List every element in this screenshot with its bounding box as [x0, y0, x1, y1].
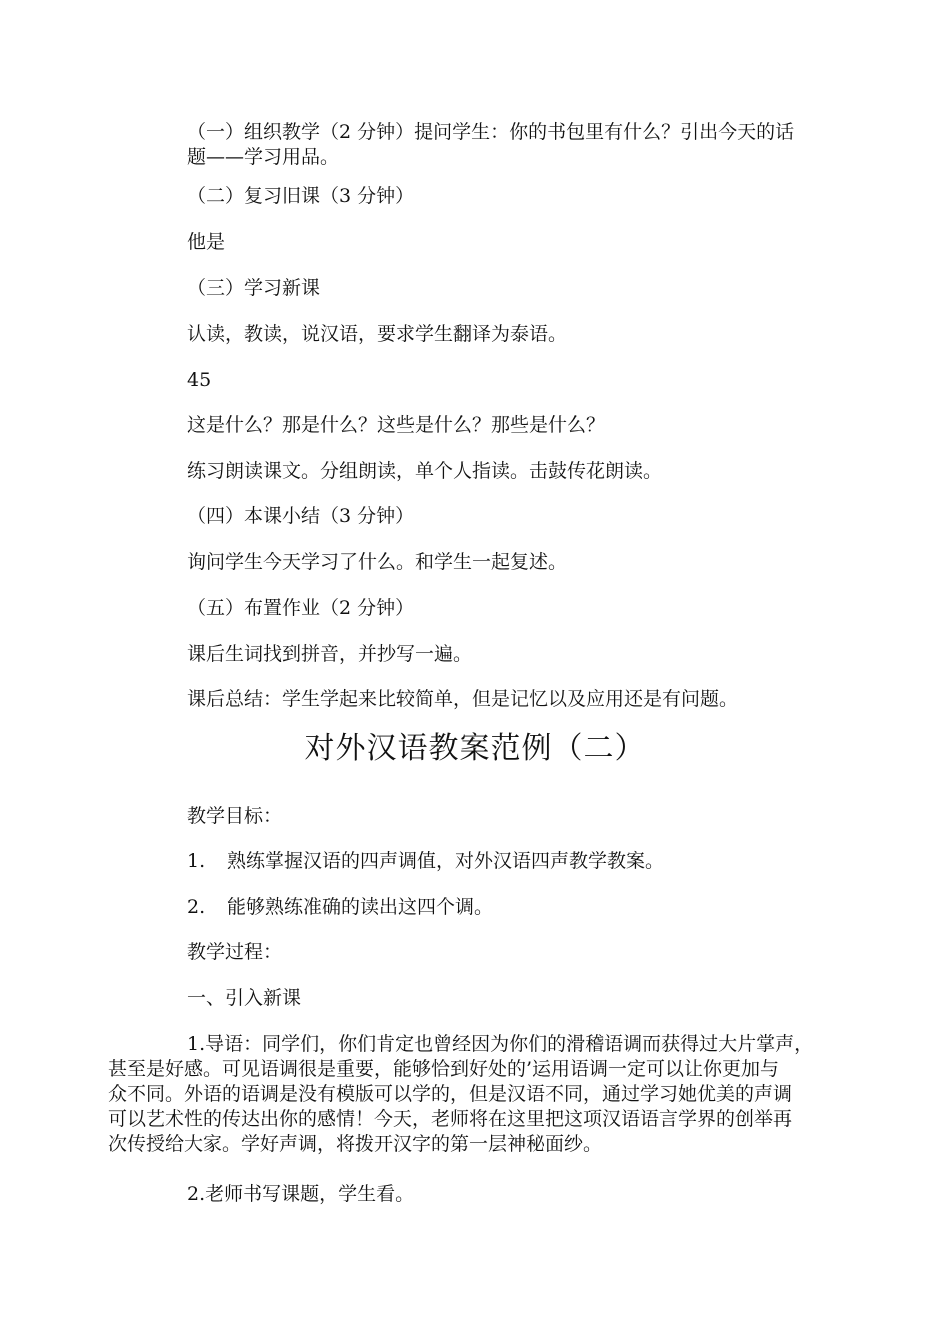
- number-45: 45: [187, 369, 212, 391]
- objective-item-1: [187, 850, 664, 873]
- review-heading: （二）复习旧课（3 分钟）: [187, 185, 415, 207]
- intro-paragraph: [108, 1032, 844, 1157]
- organize-line-1: （一）组织教学（2 分钟）提问学生：你的书包里有什么？引出今天的话: [187, 121, 795, 143]
- intro-line-2: 甚至是好感。可见语调很是重要，能够恰到好处的’运用语调一定可以让你更加与: [108, 1058, 780, 1080]
- review-content: 他是: [187, 231, 226, 253]
- intro-line-5: 次传授给大家。学好声调，将拨开汉字的第一层神秘面纱。: [108, 1133, 603, 1155]
- intro-line-1: 1.导语：同学们，你们肯定也曾经因为你们的滑稽语调而获得过大片掌声，: [187, 1033, 814, 1055]
- objective-text: 熟练掌握汉语的四声调值，对外汉语四声教学教案。: [227, 850, 665, 872]
- objective-item-2: [187, 896, 493, 919]
- questions-line: 这是什么？那是什么？这些是什么？那些是什么？: [187, 414, 606, 436]
- new-lesson-content: 认读，教读，说汉语，要求学生翻译为泰语。: [187, 323, 568, 345]
- intro-line-4: 可以艺术性的传达出你的感情！今天，老师将在这里把这项汉语语言学界的创举再: [108, 1108, 793, 1130]
- reflection-line: 课后总结：学生学起来比较简单，但是记忆以及应用还是有问题。: [187, 688, 739, 710]
- objective-number: 1.: [187, 850, 206, 872]
- section1-heading: 一、引入新课: [187, 987, 302, 1009]
- step2-line: 2.老师书写课题，学生看。: [187, 1183, 415, 1205]
- section-title: 对外汉语教案范例（二）: [304, 731, 646, 766]
- summary-heading: （四）本课小结（3 分钟）: [187, 505, 415, 527]
- homework-heading: （五）布置作业（2 分钟）: [187, 597, 415, 619]
- summary-content: 询问学生今天学习了什么。和学生一起复述。: [187, 551, 568, 573]
- organize-paragraph: [108, 120, 844, 170]
- objective-number: 2.: [187, 896, 206, 918]
- intro-line-3: 众不同。外语的语调是没有模版可以学的，但是汉语不同，通过学习她优美的声调: [108, 1083, 793, 1105]
- practice-line: 练习朗读课文。分组朗读，单个人指读。击鼓传花朗读。: [187, 460, 663, 482]
- homework-content: 课后生词找到拼音，并抄写一遍。: [187, 643, 473, 665]
- objectives-label: 教学目标：: [187, 805, 283, 827]
- process-label: 教学过程：: [187, 941, 283, 963]
- objective-text: 能够熟练准确的读出这四个调。: [227, 896, 494, 918]
- new-lesson-heading: （三）学习新课: [187, 277, 321, 299]
- organize-line-2: 题——学习用品。: [187, 146, 340, 168]
